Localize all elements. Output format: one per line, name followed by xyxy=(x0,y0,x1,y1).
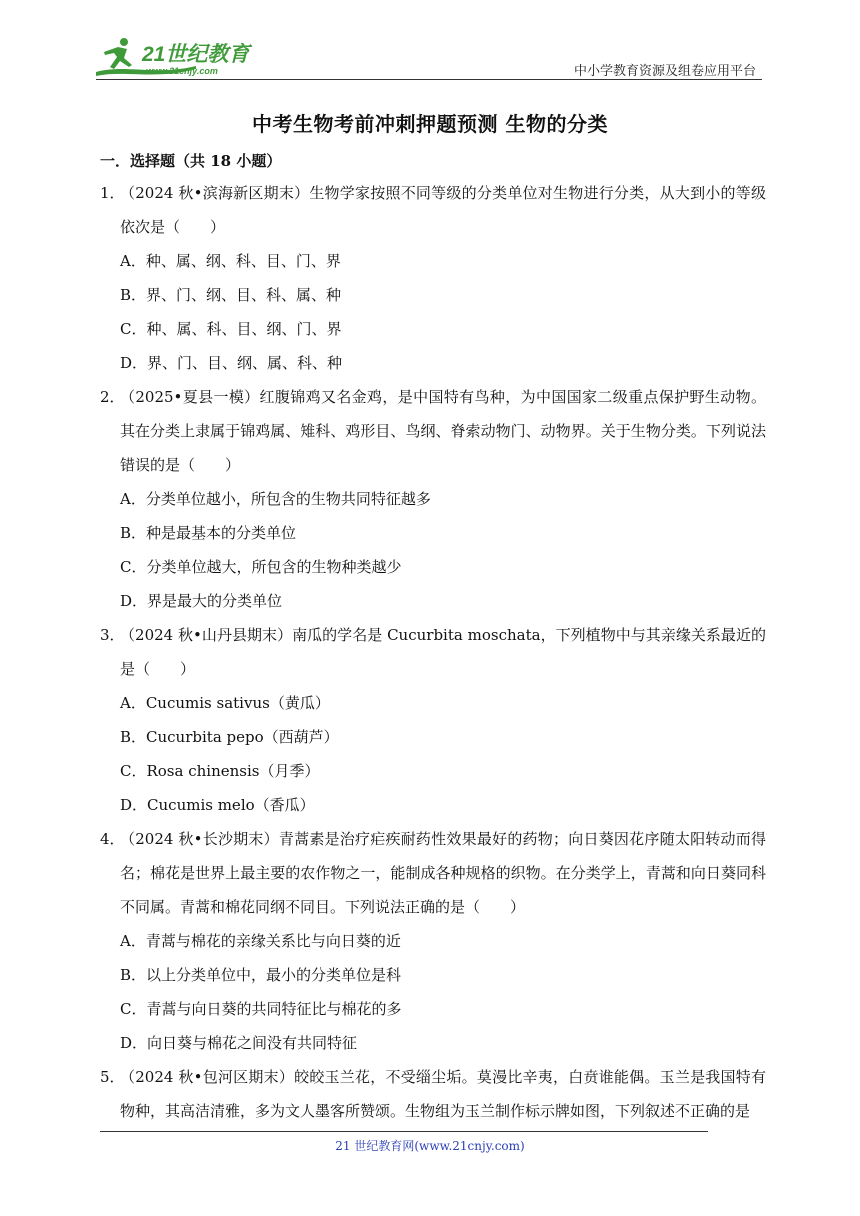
question-5 xyxy=(100,1060,766,1128)
footer-divider xyxy=(100,1131,708,1132)
option-b: B．以上分类单位中，最小的分类单位是科 xyxy=(120,966,402,984)
platform-name: 中小学教育资源及组卷应用平台 xyxy=(573,64,756,79)
option-d: D．向日葵与棉花之间没有共同特征 xyxy=(120,1034,358,1052)
question-4 xyxy=(100,822,766,1060)
question-number: 3． xyxy=(100,626,125,644)
question-number: 2． xyxy=(100,388,125,406)
page-title: 中考生物考前冲刺押题预测 生物的分类 xyxy=(252,112,608,136)
site-logo xyxy=(96,36,266,78)
question-stem: （2024 秋•山丹县期末）南瓜的学名是 Cucurbita moschata，下列植物中与其亲缘关系最近的是（ ） xyxy=(120,626,766,678)
option-d: D．界是最大的分类单位 xyxy=(120,592,283,610)
question-number: 4． xyxy=(100,830,125,848)
option-b: B．Cucurbita pepo（西葫芦） xyxy=(120,728,339,746)
question-list xyxy=(100,176,766,1128)
option-c: C．Rosa chinensis（月季） xyxy=(120,762,320,780)
option-b: B．界、门、纲、目、科、属、种 xyxy=(120,286,342,304)
section-heading: 一．选择题（共 18 小题） xyxy=(100,152,282,170)
option-d: D．Cucumis melo（香瓜） xyxy=(120,796,315,814)
question-1 xyxy=(100,176,766,380)
question-stem: （2024 秋•滨海新区期末）生物学家按照不同等级的分类单位对生物进行分类，从大到小的等级依次是（ ） xyxy=(120,184,766,236)
question-stem: （2024 秋•包河区期末）皎皎玉兰花，不受缁尘垢。莫漫比辛夷，白贲谁能偶。玉兰是我国特有物种，其高洁清雅，多为文人墨客所赞颂。生物组为玉兰制作标示牌如图，下列叙述不正确的是 xyxy=(120,1068,766,1120)
option-a: A．分类单位越小，所包含的生物共同特征越多 xyxy=(120,490,431,508)
question-number: 5． xyxy=(100,1068,125,1086)
header-divider xyxy=(96,79,762,80)
option-a: A．种、属、纲、科、目、门、界 xyxy=(120,252,341,270)
logo-url: www.21cnjy.com xyxy=(146,66,218,76)
option-d: D．界、门、目、纲、属、科、种 xyxy=(120,354,343,372)
option-c: C．青蒿与向日葵的共同特征比与棉花的多 xyxy=(120,1000,402,1018)
option-c: C．分类单位越大，所包含的生物种类越少 xyxy=(120,558,402,576)
question-stem: （2024 秋•长沙期末）青蒿素是治疗疟疾耐药性效果最好的药物；向日葵因花序随太阳转动而得名；棉花是世界上最主要的农作物之一，能制成各种规格的织物。在分类学上，青蒿和向日葵同科不同属。青蒿和棉花同纲不同目。下列说法正确的是（ ） xyxy=(120,830,766,916)
option-a: A．Cucumis sativus（黄瓜） xyxy=(120,694,330,712)
option-b: B．种是最基本的分类单位 xyxy=(120,524,297,542)
question-number: 1． xyxy=(100,184,125,202)
option-a: A．青蒿与棉花的亲缘关系比与向日葵的近 xyxy=(120,932,401,950)
footer-link[interactable]: 21 世纪教育网(www.21cnjy.com) xyxy=(335,1139,525,1153)
question-stem: （2025•夏县一模）红腹锦鸡又名金鸡，是中国特有鸟种，为中国国家二级重点保护野生动物。其在分类上隶属于锦鸡属、雉科、鸡形目、鸟纲、脊索动物门、动物界。关于生物分类。下列说法错误的是（ ） xyxy=(120,388,766,474)
question-3 xyxy=(100,618,766,822)
option-c: C．种、属、科、目、纲、门、界 xyxy=(120,320,342,338)
question-2 xyxy=(100,380,766,618)
logo-text: 21世纪教育 xyxy=(142,43,250,66)
